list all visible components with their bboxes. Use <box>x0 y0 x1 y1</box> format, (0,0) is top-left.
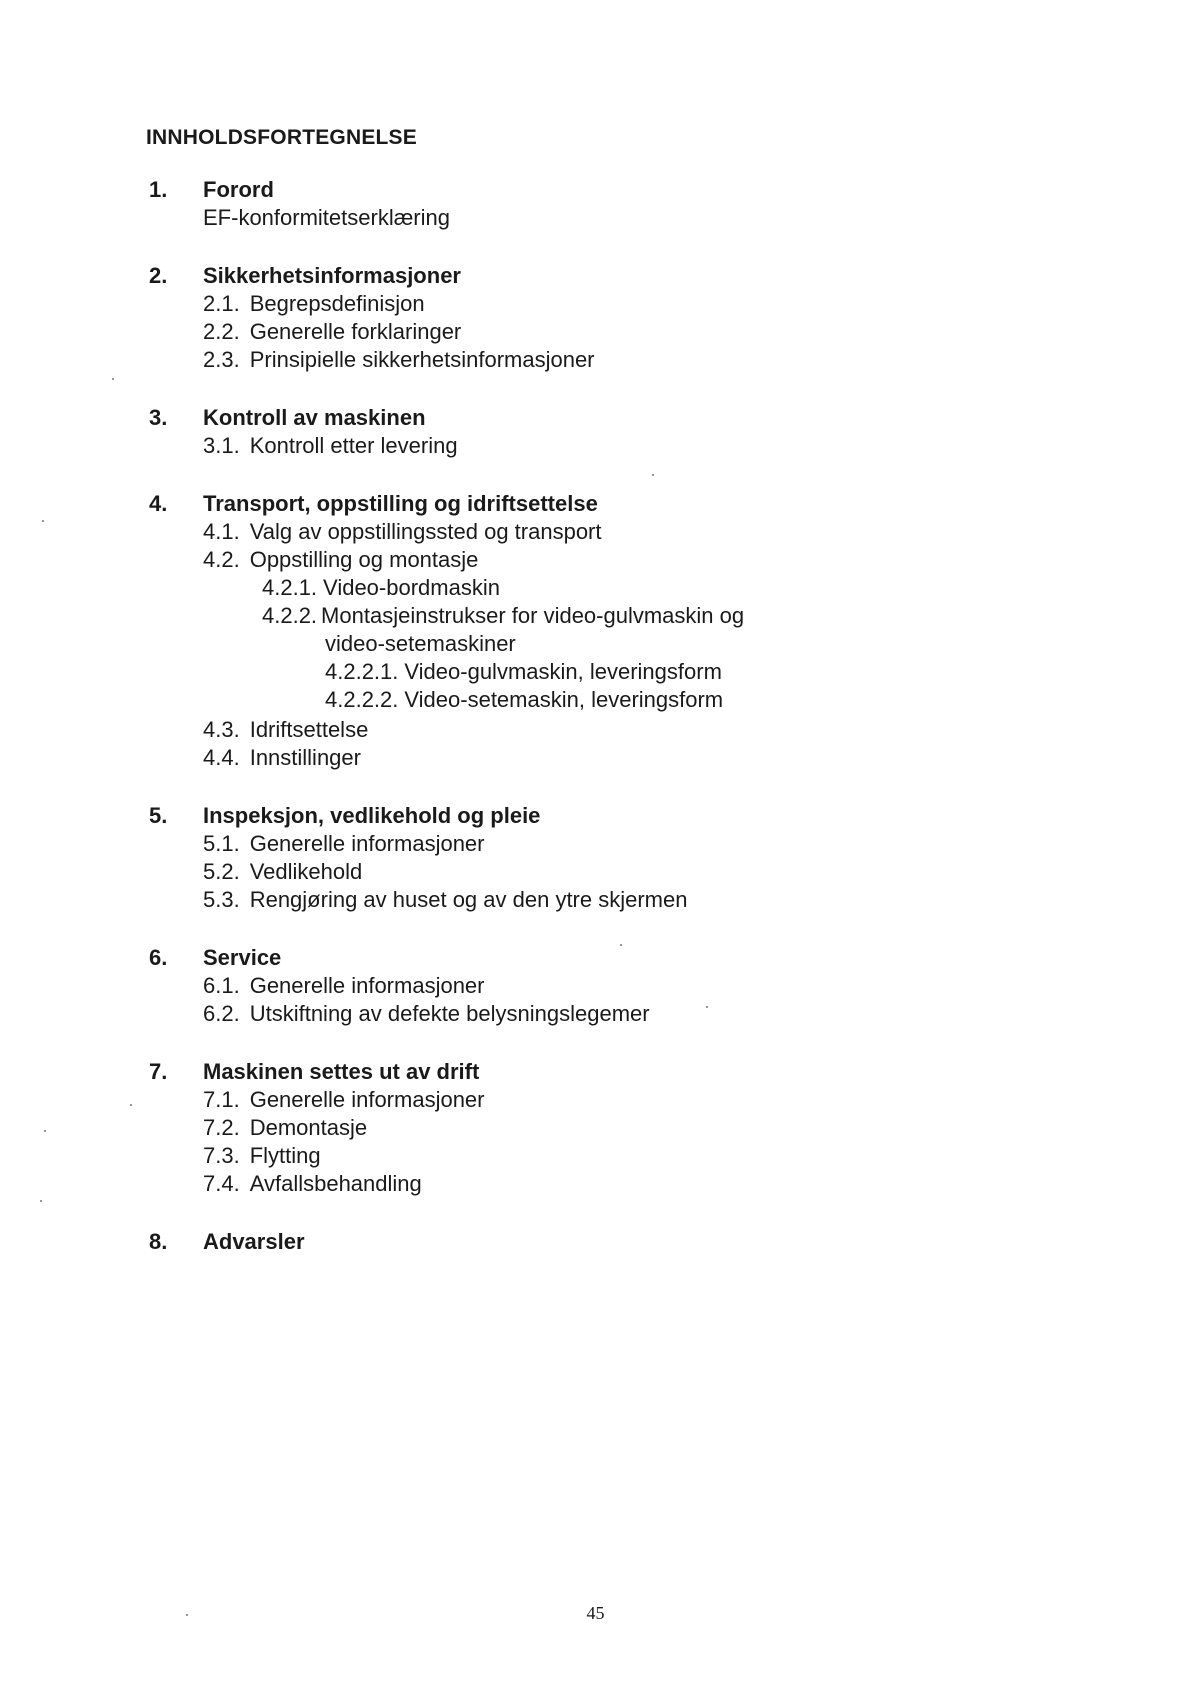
entry-number: 4.3. <box>203 717 240 742</box>
entry-title: Kontroll etter levering <box>249 433 458 458</box>
section-title: Inspeksjon, vedlikehold og pleie <box>203 803 541 828</box>
toc-entry-4-1[interactable] <box>203 518 602 546</box>
section-number: 5. <box>149 803 168 828</box>
entry-title: Video-bordmaskin <box>323 575 500 600</box>
toc-entry-5-3[interactable] <box>203 886 687 914</box>
section-number: 1. <box>149 177 168 202</box>
entry-number: 4.2.2.2. <box>325 687 399 712</box>
section-number: 7. <box>149 1059 168 1084</box>
entry-title: Oppstilling og montasje <box>249 547 479 572</box>
toc-entry-5-2[interactable] <box>203 858 362 886</box>
entry-number: 7.3. <box>203 1143 240 1168</box>
toc-entry-4-3[interactable] <box>203 716 368 744</box>
entry-title: Innstillinger <box>249 745 361 770</box>
entry-number: 6.2. <box>203 1001 240 1026</box>
toc-entry-6-2[interactable] <box>203 1000 650 1028</box>
entry-number: 5.1. <box>203 831 240 856</box>
toc-entry-7-2[interactable] <box>203 1114 367 1142</box>
entry-number: 5.2. <box>203 859 240 884</box>
toc-entry[interactable] <box>203 204 450 232</box>
entry-number: 4.2.2. <box>262 603 318 628</box>
scan-speck <box>44 1130 46 1132</box>
toc-entry-2-2[interactable] <box>203 318 461 346</box>
entry-number: 7.1. <box>203 1087 240 1112</box>
entry-number: 4.2.1. <box>262 575 318 600</box>
entry-title: Rengjøring av huset og av den ytre skjermen <box>249 887 688 912</box>
section-title: Maskinen settes ut av drift <box>203 1059 480 1084</box>
entry-title: video-setemaskiner <box>325 631 516 656</box>
entry-title: Video-gulvmaskin, leveringsform <box>404 659 722 684</box>
section-title: Service <box>203 945 282 970</box>
entry-title: Generelle forklaringer <box>249 319 462 344</box>
toc-entry-7-3[interactable] <box>203 1142 321 1170</box>
entry-title: Begrepsdefinisjon <box>249 291 425 316</box>
toc-entry-7-4[interactable] <box>203 1170 422 1198</box>
entry-number: 2.3. <box>203 347 240 372</box>
section-title: Sikkerhetsinformasjoner <box>203 263 461 288</box>
section-number: 4. <box>149 491 168 516</box>
toc-entry-2-3[interactable] <box>203 346 595 374</box>
toc-entry-7-1[interactable] <box>203 1086 484 1114</box>
scan-speck <box>652 474 654 476</box>
entry-number: 2.2. <box>203 319 240 344</box>
entry-number: 4.4. <box>203 745 240 770</box>
section-title: Transport, oppstilling og idriftsettelse <box>203 491 598 516</box>
entry-number: 6.1. <box>203 973 240 998</box>
entry-number: 7.2. <box>203 1115 240 1140</box>
entry-number: 4.1. <box>203 519 240 544</box>
entry-title: Montasjeinstrukser for video-gulvmaskin og <box>321 603 745 628</box>
page-number: 45 <box>586 1603 605 1623</box>
entry-title: Avfallsbehandling <box>249 1171 422 1196</box>
toc-entry-3-1[interactable] <box>203 432 458 460</box>
entry-title: Idriftsettelse <box>249 717 369 742</box>
toc-entry-4-2-2-2[interactable] <box>325 686 723 714</box>
scan-speck <box>40 1200 42 1202</box>
toc-entry-4-2-2-1[interactable] <box>325 658 722 686</box>
toc-entry-2-1[interactable] <box>203 290 425 318</box>
entry-number: 4.2.2.1. <box>325 659 399 684</box>
toc-entry-5-1[interactable] <box>203 830 484 858</box>
scan-speck <box>186 1614 188 1616</box>
entry-title: Demontasje <box>249 1115 368 1140</box>
toc-entry-4-2[interactable] <box>203 546 478 574</box>
toc-entry-4-4[interactable] <box>203 744 361 772</box>
toc-entry-6-1[interactable] <box>203 972 484 1000</box>
section-number: 8. <box>149 1229 168 1254</box>
section-number: 3. <box>149 405 168 430</box>
toc-entry-4-2-2[interactable] <box>262 602 744 630</box>
scan-speck <box>620 944 622 946</box>
scan-speck <box>706 1006 708 1008</box>
entry-title: Utskiftning av defekte belysningslegemer <box>249 1001 650 1026</box>
entry-title: EF-konformitetserklæring <box>203 205 450 230</box>
scan-speck <box>42 520 44 522</box>
section-number: 6. <box>149 945 168 970</box>
section-title: Kontroll av maskinen <box>203 405 426 430</box>
entry-title: Vedlikehold <box>249 859 363 884</box>
entry-title: Generelle informasjoner <box>249 831 485 856</box>
entry-title: Video-setemaskin, leveringsform <box>404 687 724 712</box>
section-title: Advarsler <box>203 1229 305 1254</box>
section-title: Forord <box>203 177 274 202</box>
section-number: 2. <box>149 263 168 288</box>
scan-speck <box>112 378 114 380</box>
entry-number: 7.4. <box>203 1171 240 1196</box>
entry-number: 3.1. <box>203 433 240 458</box>
entry-title: Generelle informasjoner <box>249 1087 485 1112</box>
toc-entry-4-2-2-cont <box>325 630 516 658</box>
entry-number: 2.1. <box>203 291 240 316</box>
entry-title: Prinsipielle sikkerhetsinformasjoner <box>249 347 595 372</box>
entry-title: Flytting <box>249 1143 321 1168</box>
toc-entry-4-2-1[interactable] <box>262 574 500 602</box>
entry-title: Valg av oppstillingssted og transport <box>249 519 602 544</box>
scan-speck <box>130 1104 132 1106</box>
entry-number: 5.3. <box>203 887 240 912</box>
entry-number: 4.2. <box>203 547 240 572</box>
page-title: INNHOLDSFORTEGNELSE <box>146 126 417 149</box>
entry-title: Generelle informasjoner <box>249 973 485 998</box>
